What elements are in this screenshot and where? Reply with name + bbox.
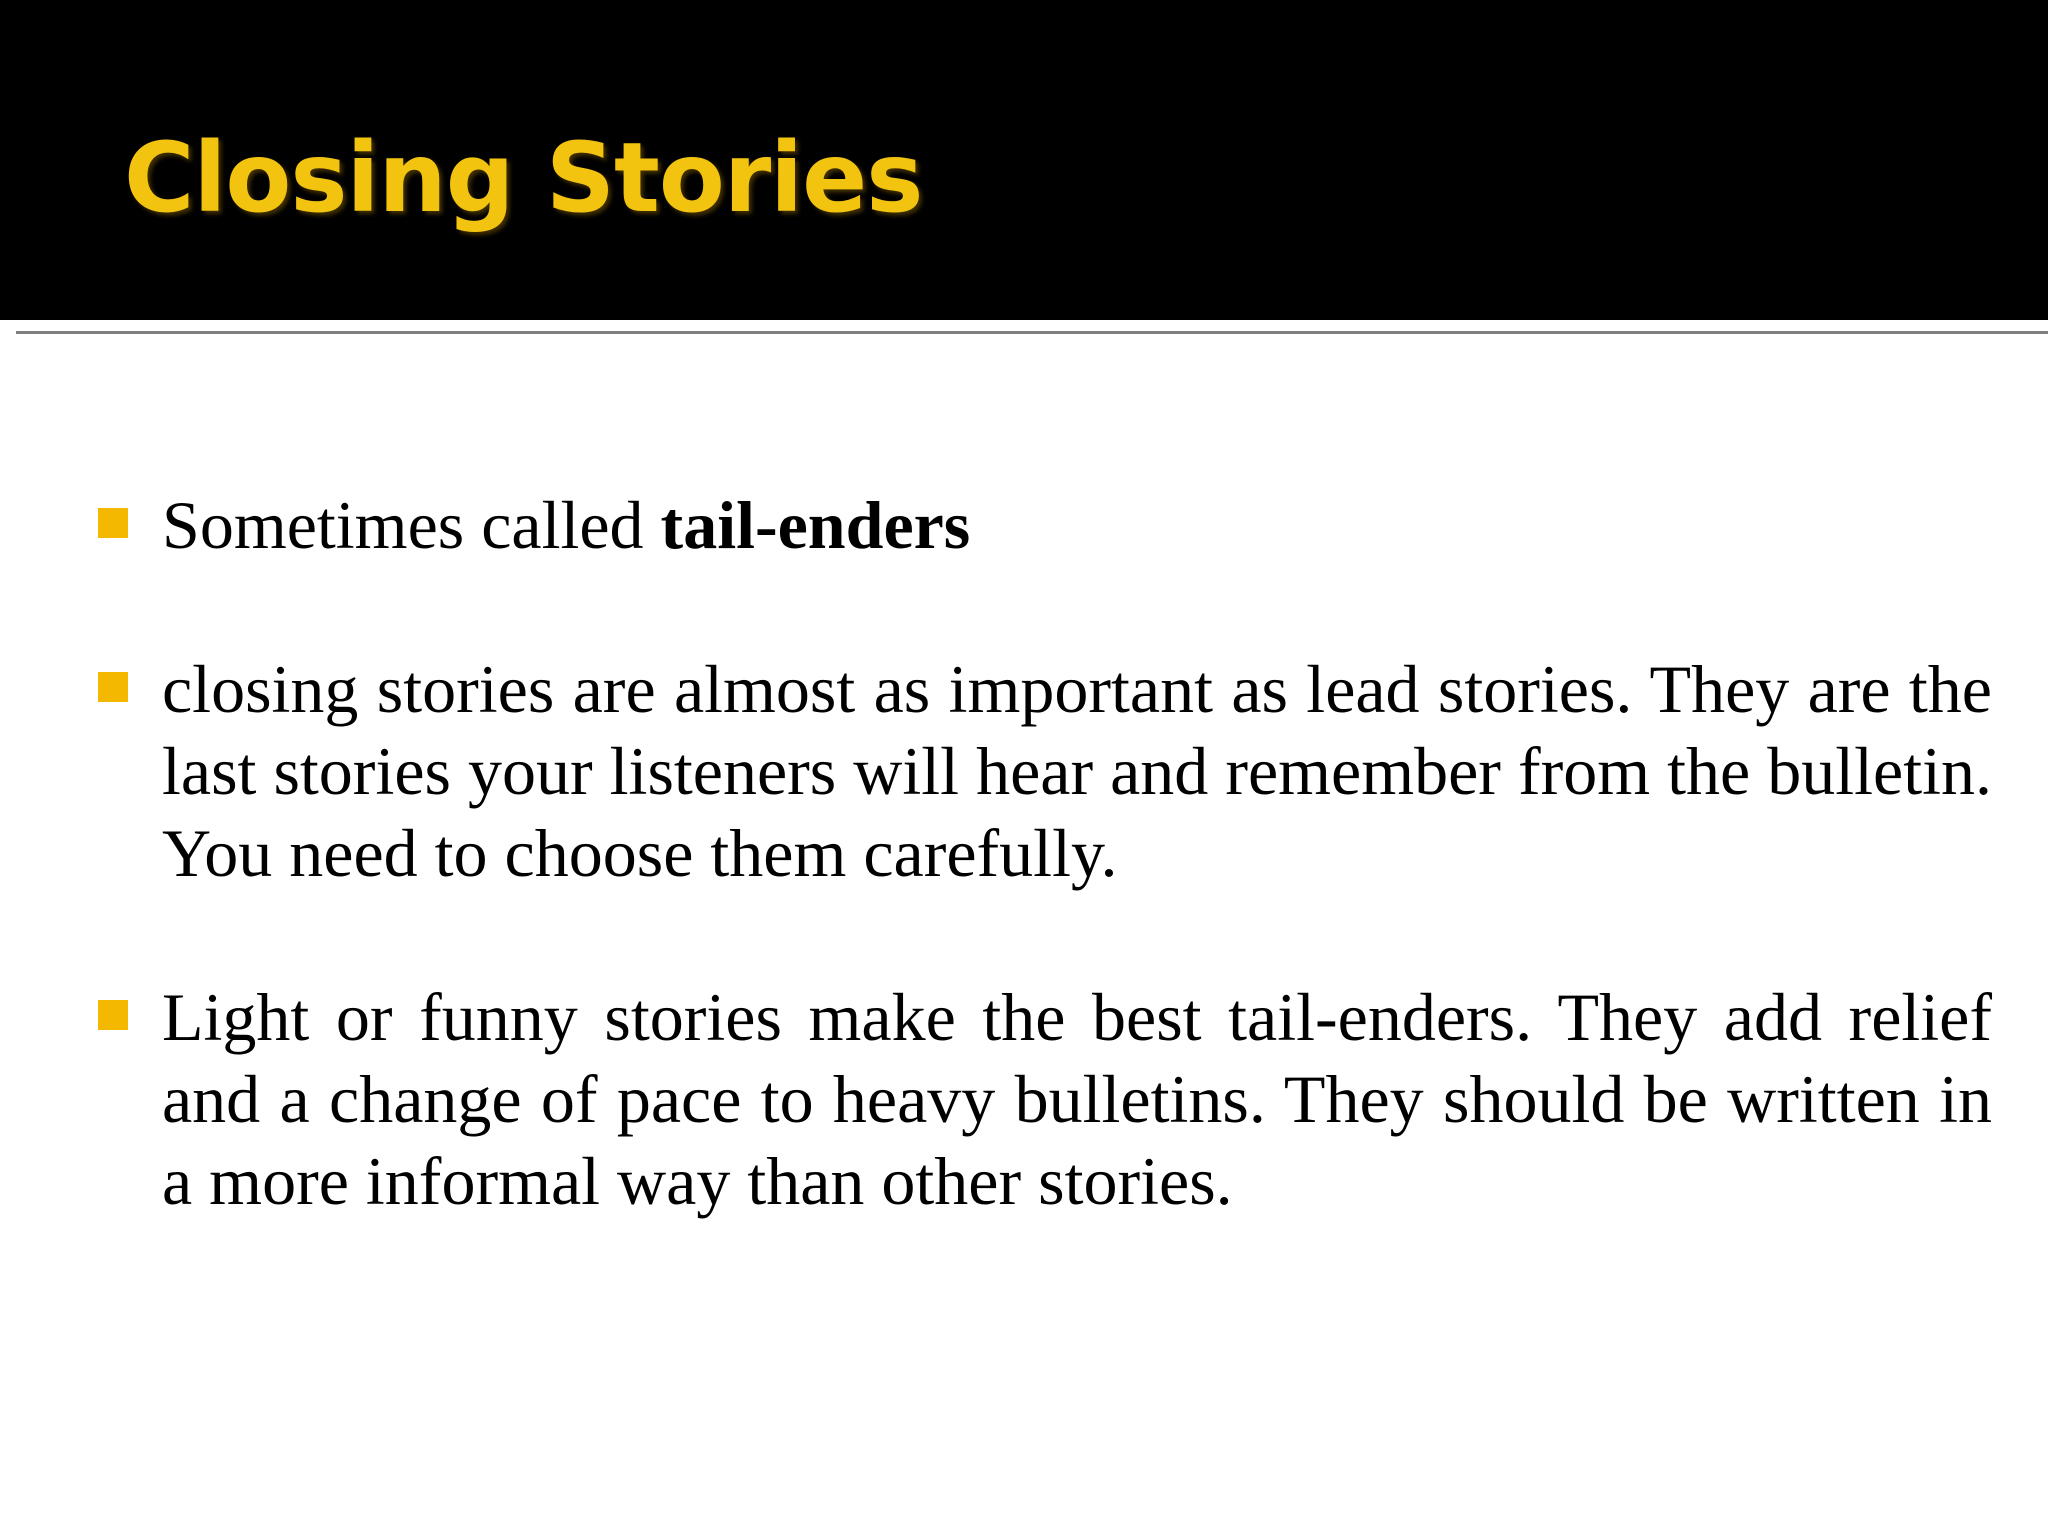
bullet-text: Sometimes called [162,487,661,563]
bullet-item-2 [96,648,1992,894]
title-band [0,0,2048,320]
bullet-bold-term: tail-enders [660,487,971,563]
bullet-item-1 [96,484,1992,566]
bullet-text: closing stories are almost as important as lead stories. They are the last stories your listeners will hear and remember from the bulletin. You need to choose them carefully. [162,651,1992,891]
square-bullet-icon [98,508,128,538]
slide-title: Closing Stories [124,122,923,234]
title-divider [16,331,2048,334]
bullet-list [96,484,1992,1304]
square-bullet-icon [98,1000,128,1030]
square-bullet-icon [98,672,128,702]
bullet-text: Light or funny stories make the best tail-enders. They add relief and a change of pace to heavy bulletins. They should be written in a more informal way than other stories. [162,979,1992,1219]
bullet-item-3 [96,976,1992,1222]
